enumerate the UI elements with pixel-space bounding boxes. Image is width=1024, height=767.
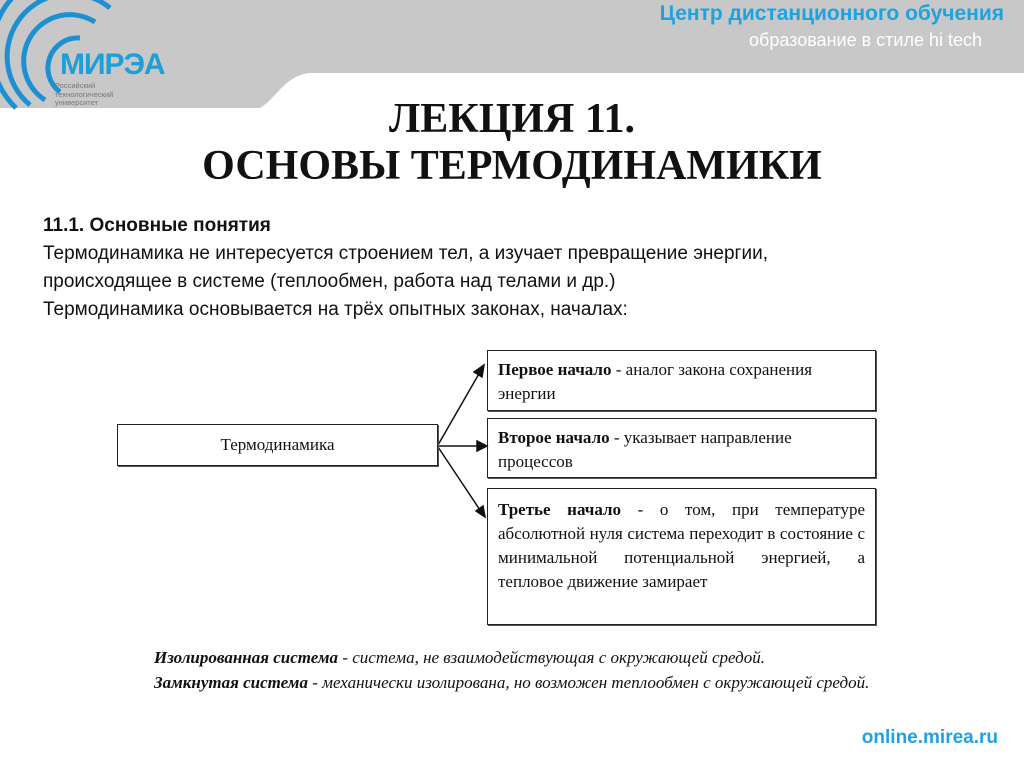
diagram-arrows: [438, 365, 487, 517]
law-term: Третье начало: [498, 500, 622, 519]
logo-sub-3: университет: [55, 98, 98, 107]
definition-term: Замкнутая система: [154, 673, 308, 692]
definition-term: Изолированная система: [154, 648, 339, 667]
law-box-3: [487, 488, 876, 625]
law-text: - указывает направление процессов: [498, 428, 792, 471]
definition-closed: [116, 670, 876, 695]
body-line: Термодинамика основывается на трёх опытных законах, началах:: [43, 299, 628, 320]
root-box: Термодинамика: [117, 424, 438, 466]
law-box-2: [487, 418, 876, 478]
definition-isolated: [116, 645, 876, 670]
law-term: Первое начало: [498, 360, 612, 379]
law-text: - аналог закона сохранения энергии: [498, 360, 813, 403]
tagline: образование в стиле hi tech: [749, 30, 982, 50]
definitions: [116, 645, 876, 695]
body-line: происходящее в системе (теплообмен, работа над телами и др.): [43, 271, 616, 292]
law-term: Второе начало: [498, 428, 610, 447]
logo-sub-1: Российский: [55, 81, 96, 90]
center-title: Центр дистанционного обучения: [659, 2, 1004, 25]
law-text: - о том, при температуре абсолютной нуля система переходит в состояние с минимальной потенциальной энергией, а тепловое движение замирает: [498, 500, 865, 591]
body-line: Термодинамика не интересуется строением тел, а изучает превращение энергии,: [43, 243, 768, 264]
definition-text: - механически изолирована, но возможен теплообмен с окружающей средой.: [307, 673, 870, 692]
logo: МИРЭА: [60, 48, 165, 81]
body-text: [43, 212, 993, 324]
slide-title-line1: ЛЕКЦИЯ 11.: [388, 96, 636, 142]
definition-text: - система, не взаимодействующая с окружающей средой.: [338, 648, 765, 667]
logo-sub-2: технологический: [55, 89, 114, 99]
footer-url[interactable]: online.mirea.ru: [861, 727, 998, 748]
section-heading: 11.1. Основные понятия: [43, 215, 271, 236]
slide-title-line2: ОСНОВЫ ТЕРМОДИНАМИКИ: [202, 143, 822, 189]
law-box-1: [487, 350, 876, 411]
